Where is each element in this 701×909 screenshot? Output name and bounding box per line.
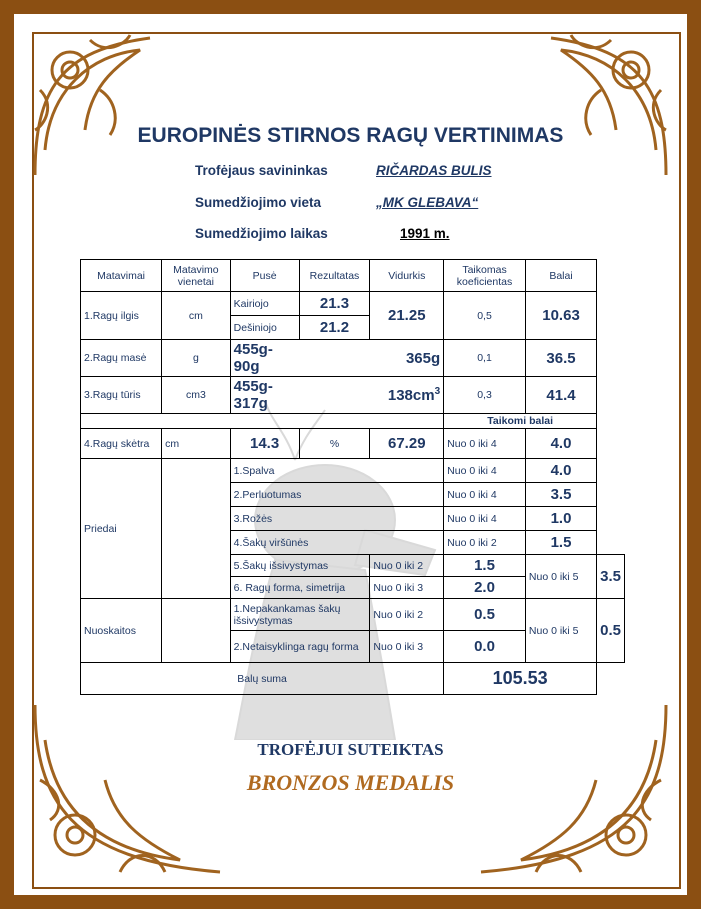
span-pct: % bbox=[299, 429, 370, 459]
mass-score: 36.5 bbox=[525, 340, 596, 377]
length-unit: cm bbox=[162, 292, 231, 340]
volume-result-sup: 3 bbox=[434, 386, 441, 397]
volume-coefficient: 0,3 bbox=[444, 377, 526, 414]
header-units: Matavimo vienetai bbox=[162, 260, 231, 292]
span-range: Nuo 0 iki 4 bbox=[444, 429, 526, 459]
length-left-label: Kairiojo bbox=[230, 292, 299, 316]
owner-value: RIČARDAS BULIS bbox=[376, 163, 492, 178]
deductions-a-range: Nuo 0 iki 2 bbox=[370, 599, 444, 631]
extras-item-score: 1.0 bbox=[525, 507, 596, 531]
extras-item-range: Nuo 0 iki 4 bbox=[444, 459, 526, 483]
volume-result bbox=[370, 377, 444, 414]
span-value: 14.3 bbox=[230, 429, 299, 459]
time-value: 1991 m. bbox=[400, 226, 450, 241]
extras-item-label: 1.Spalva bbox=[230, 459, 444, 483]
place-label: Sumedžiojimo vieta bbox=[195, 195, 322, 210]
span-unit: cm bbox=[162, 429, 231, 459]
extras-item-score: 3.5 bbox=[525, 483, 596, 507]
time-label: Sumedžiojimo laikas bbox=[195, 226, 328, 241]
extras-label: Priedai bbox=[81, 459, 162, 599]
page-title: EUROPINĖS STIRNOS RAGŲ VERTINIMAS bbox=[137, 124, 564, 147]
volume-formula: 455g-317g bbox=[230, 377, 299, 414]
deductions-b-label: 2.Netaisyklinga ragų forma bbox=[230, 631, 370, 663]
mass-label: 2.Ragų masė bbox=[81, 340, 162, 377]
ornament-top-left bbox=[30, 30, 180, 180]
span-pct-value: 67.29 bbox=[370, 429, 444, 459]
extras-sub-b-label: 6. Ragų forma, simetrija bbox=[230, 577, 370, 599]
table-row bbox=[81, 414, 625, 429]
header-side: Pusė bbox=[230, 260, 299, 292]
total-score: 105.53 bbox=[444, 663, 597, 695]
table-row bbox=[81, 340, 625, 377]
extras-sub-a-value: 1.5 bbox=[444, 555, 526, 577]
extras-item-range: Nuo 0 iki 4 bbox=[444, 483, 526, 507]
extras-sub-a-range: Nuo 0 iki 2 bbox=[370, 555, 444, 577]
length-score: 10.63 bbox=[525, 292, 596, 340]
place-value: „MK GLEBAVA“ bbox=[376, 195, 479, 210]
deductions-label: Nuoskaitos bbox=[81, 599, 162, 663]
header-coefficient: Taikomas koeficientas bbox=[444, 260, 526, 292]
table-row bbox=[81, 663, 625, 695]
table-row bbox=[81, 459, 625, 483]
length-left-value: 21.3 bbox=[299, 292, 370, 316]
header-result: Rezultatas bbox=[299, 260, 370, 292]
header-score: Balai bbox=[525, 260, 596, 292]
volume-label: 3.Ragų tūris bbox=[81, 377, 162, 414]
length-average: 21.25 bbox=[370, 292, 444, 340]
extras-sub-b-range: Nuo 0 iki 3 bbox=[370, 577, 444, 599]
table-row bbox=[81, 292, 625, 316]
ornament-top-right bbox=[521, 30, 671, 180]
deductions-range: Nuo 0 iki 5 bbox=[525, 599, 596, 663]
header-measurements: Matavimai bbox=[81, 260, 162, 292]
deductions-b-value: 0.0 bbox=[444, 631, 526, 663]
volume-result-value: 138cm bbox=[387, 387, 435, 404]
extras-item-score: 4.0 bbox=[525, 459, 596, 483]
mass-coefficient: 0,1 bbox=[444, 340, 526, 377]
length-right-value: 21.2 bbox=[299, 316, 370, 340]
deductions-a-label: 1.Nepakankamas šakų išsivystymas bbox=[230, 599, 370, 631]
applied-scores-label: Taikomi balai bbox=[444, 414, 597, 429]
table-header-row bbox=[81, 260, 625, 292]
span-score: 4.0 bbox=[525, 429, 596, 459]
span-label: 4.Ragų skėtra bbox=[81, 429, 162, 459]
length-coefficient: 0,5 bbox=[444, 292, 526, 340]
award-medal: BRONZOS MEDALIS bbox=[246, 770, 455, 795]
length-label: 1.Ragų ilgis bbox=[81, 292, 162, 340]
mass-formula: 455g-90g bbox=[230, 340, 299, 377]
extras-item-label: 3.Rožės bbox=[230, 507, 444, 531]
deductions-b-range: Nuo 0 iki 3 bbox=[370, 631, 444, 663]
extras-sub-score: 3.5 bbox=[597, 555, 625, 599]
extras-item-range: Nuo 0 iki 4 bbox=[444, 507, 526, 531]
extras-sub-range: Nuo 0 iki 5 bbox=[525, 555, 596, 599]
length-right-label: Dešiniojo bbox=[230, 316, 299, 340]
volume-score: 41.4 bbox=[525, 377, 596, 414]
extras-sub-b-value: 2.0 bbox=[444, 577, 526, 599]
extras-item-label: 2.Perluotumas bbox=[230, 483, 444, 507]
deductions-score: 0.5 bbox=[597, 599, 625, 663]
volume-unit: cm3 bbox=[162, 377, 231, 414]
table-row bbox=[81, 429, 625, 459]
extras-item-label: 4.Šakų viršūnės bbox=[230, 531, 444, 555]
header-average: Vidurkis bbox=[370, 260, 444, 292]
extras-sub-a-label: 5.Šakų išsivystymas bbox=[230, 555, 370, 577]
extras-item-score: 1.5 bbox=[525, 531, 596, 555]
table-row bbox=[81, 599, 625, 631]
extras-item-range: Nuo 0 iki 2 bbox=[444, 531, 526, 555]
mass-result: 365g bbox=[370, 340, 444, 377]
total-label: Balų suma bbox=[81, 663, 444, 695]
table-row bbox=[81, 377, 625, 414]
mass-unit: g bbox=[162, 340, 231, 377]
deductions-a-value: 0.5 bbox=[444, 599, 526, 631]
scoring-table bbox=[80, 259, 625, 695]
owner-label: Trofėjaus savininkas bbox=[195, 163, 328, 178]
award-heading: TROFĖJUI SUTEIKTAS bbox=[257, 740, 444, 759]
